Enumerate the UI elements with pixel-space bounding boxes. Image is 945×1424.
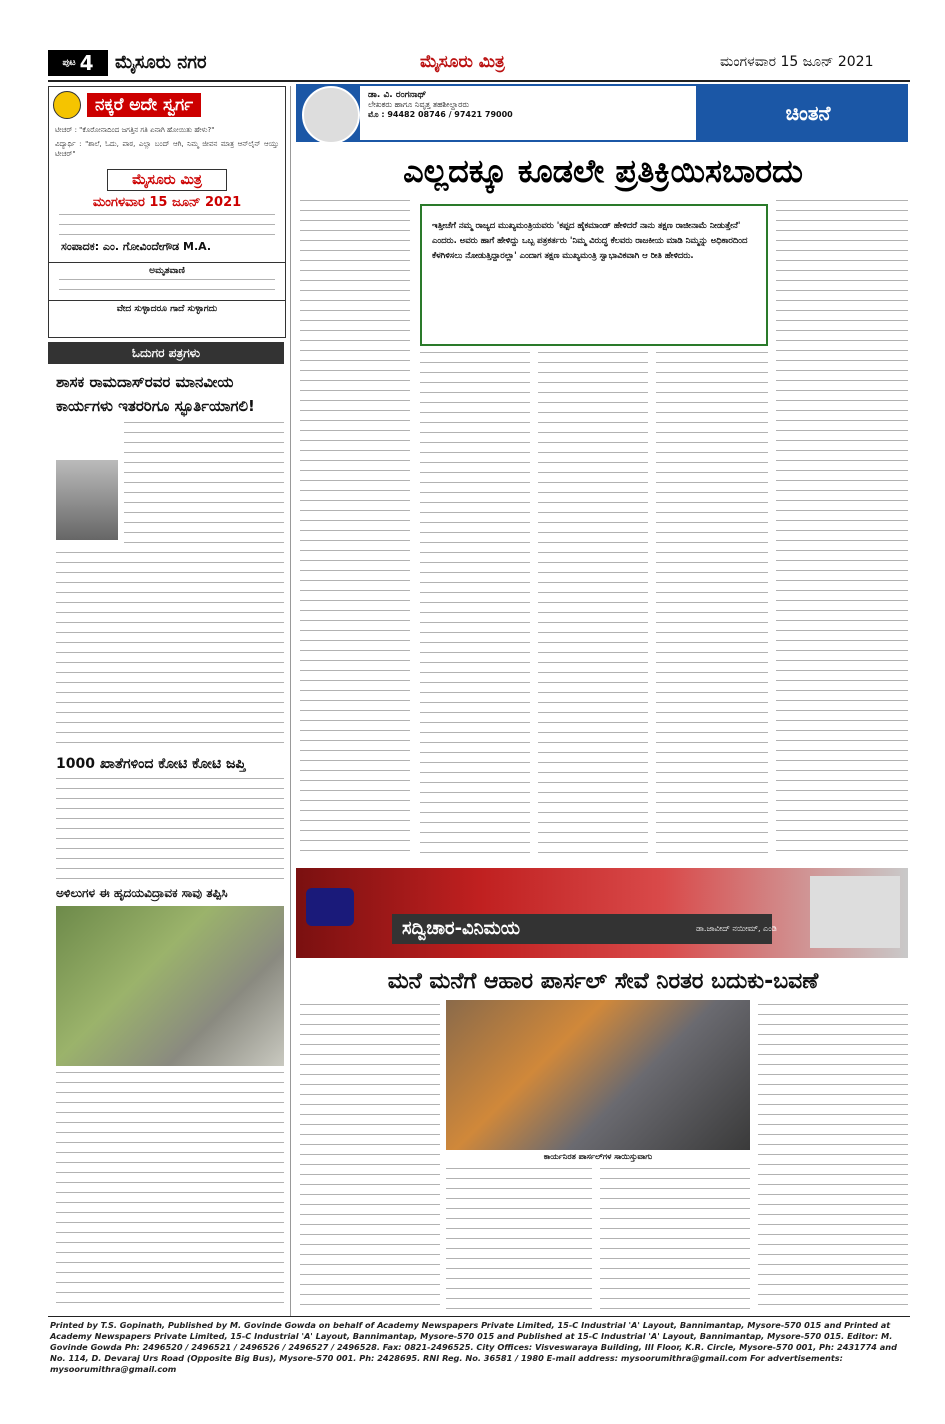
delivery-photo bbox=[446, 1000, 750, 1150]
proverb: ವೇದ ಸುಳ್ಳಾದರೂ ಗಾದೆ ಸುಳ್ಳಾಗದು bbox=[49, 300, 285, 314]
photo-caption: ಕಾರ್ಯನಿರತ ಪಾರ್ಸಲ್‌ಗಳ ಸಾಯಿಸ್ತುವಾಗು bbox=[543, 1152, 653, 1161]
masthead-small: ಮೈಸೂರು ಮಿತ್ರ bbox=[107, 169, 227, 191]
feature-banner-bg bbox=[296, 868, 908, 958]
article-col-3 bbox=[538, 352, 648, 860]
editor-line: ಸಂಪಾದಕ: ಎಂ. ಗೋವಿಂದೇಗೌಡ M.A. bbox=[61, 240, 212, 253]
letter-1-title: ಶಾಸಕ ರಾಮದಾಸ್‌ರವರ ಮಾನವೀಯ ಕಾರ್ಯಗಳು ಇತರರಿಗೂ ಸ್ಫೂರ್ತಿಯಾಗಲಿ! bbox=[56, 373, 255, 415]
letter-1-body-a bbox=[124, 422, 284, 552]
column-divider bbox=[290, 86, 291, 1316]
squirrel-photo bbox=[56, 906, 284, 1066]
header-rule bbox=[48, 80, 910, 82]
feature-author-photo bbox=[810, 876, 900, 948]
date-small: ಮಂಗಳವಾರ 15 ಜೂನ್ 2021 bbox=[92, 195, 242, 210]
feature-author: ಡಾ.ಜಾವೀದ್ ನಯೀಮ್, ಎಂಡಿ bbox=[696, 924, 777, 933]
humor-line-1: ಟೀಚರ್ : "ಕೊರೋನಾದಿಂದ ಜಗತ್ತಿನ ಗತಿ ಏನಾಗಿ ಹೋಯಿತು ಹೇಳು?" bbox=[55, 126, 215, 134]
article-col-2 bbox=[420, 352, 530, 860]
letter-2-title: 1000 ಖಾತೆಗಳಿಂದ ಕೋಟಿ ಕೋಟಿ ಜಪ್ತಿ bbox=[56, 756, 246, 772]
feature-banner: ಸದ್ವಿಚಾರ-ವಿನಿಮಯ bbox=[402, 918, 521, 939]
section-title: ಮೈಸೂರು ನಗರ bbox=[115, 52, 207, 73]
feature-headline: ಮನೆ ಮನೆಗೆ ಆಹಾರ ಪಾರ್ಸಲ್ ಸೇವೆ ನಿರತರ ಬದುಕು-ಬವಣೆ bbox=[387, 969, 819, 994]
letter-3-title: ಅಳಿಲುಗಳ ಈ ಹೃದಯವಿದ್ರಾವಕ ಸಾವು ತಪ್ಪಿಸಿ bbox=[56, 886, 228, 900]
pull-quote: ಇತ್ತೀಚೆಗೆ ನಮ್ಮ ರಾಜ್ಯದ ಮುಖ್ಯಮಂತ್ರಿಯವರು 'ಕಪ್ಪದ ಹೈಕಮಾಂಡ್ ಹೇಳಿದರೆ ನಾನು ತಕ್ಷಣ ರಾಜೀನಾಮೆ ನೀಡುತ್ತೇನೆ' ಎಂದರು. ಅವರು ಹಾಗೆ ಹೇಳಿದ್ದು ಒಬ್ಬ ಪತ್ರಕರ್ತರು 'ನಿಮ್ಮ ವಿರುದ್ಧ ಕೆಲವರು ರಾಜಕೀಯ ಮಾಡಿ ನಿಮ್ಮನ್ನು ಅಧಿಕಾರದಿಂದ ಕೆಳಗಿಳಿಸಲು ನೋಡುತ್ತಿದ್ದಾರಲ್ಲಾ' ಎಂದಾಗ ತಕ್ಷಣ ಮುಖ್ಯಮಂತ್ರಿ ಸ್ವಾಭಾವಿಕವಾಗಿ ಆ ರೀತಿ ಹೇಳಿದರು. bbox=[420, 204, 768, 346]
author-photo bbox=[56, 460, 118, 540]
article-author-phone: ಮೊ : 94482 08746 / 97421 79000 bbox=[368, 110, 513, 119]
humor-box bbox=[48, 86, 286, 338]
imprint-lines bbox=[59, 214, 275, 236]
footer-imprint: Printed by T.S. Gopinath, Published by M. Govinde Gowda on behalf of Academy Newspapers Private Limited, 15-C Industrial 'A' Layout, Bannimantap, Mysore-570 015 and Printed at Academy Newspapers Private Limited, 15-C Industrial 'A' Layout, Bannimantap, Mysore-570 015 and Published at 15-C Industrial 'A' Layout, Bannimantap, Mysore-570 015. Editor: M. Govinde Gowda Ph: 2496520 / 2496521 / 2496526 / 2496527 / 2496528. Fax: 0821-2496525. City Offices: Visveswaraya Building, III Floor, K.R. Circle, Mysore-570 001, Ph: 2431774 and No. 114, D. Devaraj Urs Road (Opposite Big Bus), Mysore-570 001. Ph: 2428695. RNI Reg. No. 36581 / 1980 E-mail address: mysoorumithra@gmail.com For advertisements: mysoorumithra@gmail.com bbox=[50, 1320, 897, 1374]
letter-1-body-b bbox=[56, 552, 284, 752]
humor-title: ನಕ್ಕರೆ ಅದೇ ಸ್ವರ್ಗ bbox=[87, 93, 201, 117]
feature-col-1 bbox=[300, 1004, 440, 1314]
letter-2-body bbox=[56, 778, 284, 880]
article-col-5 bbox=[776, 200, 908, 860]
article-header-bar bbox=[296, 84, 908, 142]
page-number-box bbox=[48, 50, 108, 76]
article-col-1 bbox=[300, 200, 410, 860]
article-author: ಡಾ. ವಿ. ರಂಗನಾಥ್ bbox=[368, 90, 427, 100]
article-col-4 bbox=[656, 352, 768, 860]
issue-date: ಮಂಗಳವಾರ 15 ಜೂನ್ 2021 bbox=[720, 54, 874, 70]
article-author-role: ಲೇಖಕರು ಹಾಗೂ ನಿವೃತ್ತ ತಹಶೀಲ್ದಾರರು bbox=[368, 100, 470, 109]
humor-line-2: ವಿದ್ಯಾರ್ಥಿ : "ಶಾಲೆ, ಓದು, ಪಾಠ, ಎಲ್ಲಾ ಬಂದ್ ಆಗಿ, ನಿಮ್ಮ ಜೀವನ ಮಾತ್ರ ಆನ್‌ಲೈನ್ ಆಯ್ತು ಟೀಚರ್" bbox=[55, 140, 279, 158]
page-number: 4 bbox=[79, 51, 94, 75]
masthead: ಮೈಸೂರು ಮಿತ್ರ bbox=[420, 52, 505, 72]
letter-3-body bbox=[56, 1072, 284, 1312]
article-section: ಚಿಂತನೆ bbox=[785, 101, 831, 125]
laughing-face-icon bbox=[53, 91, 81, 119]
page-label: ಪುಟ bbox=[62, 58, 76, 68]
letters-banner: ಓದುಗರ ಪತ್ರಗಳು bbox=[48, 342, 284, 364]
amrutavani-label: ಅಮೃತವಾಣಿ bbox=[49, 262, 285, 276]
feature-col-4 bbox=[758, 1004, 908, 1314]
footer-rule bbox=[48, 1316, 910, 1317]
feature-col-2 bbox=[446, 1168, 592, 1314]
article-headline: ಎಲ್ಲದಕ್ಕೂ ಕೂಡಲೇ ಪ್ರತಿಕ್ರಿಯಿಸಬಾರದು bbox=[403, 152, 803, 190]
amrutavani-lines bbox=[59, 279, 275, 297]
coffee-cup-icon bbox=[306, 888, 354, 926]
author-avatar bbox=[302, 86, 360, 144]
feature-col-3 bbox=[600, 1168, 750, 1314]
